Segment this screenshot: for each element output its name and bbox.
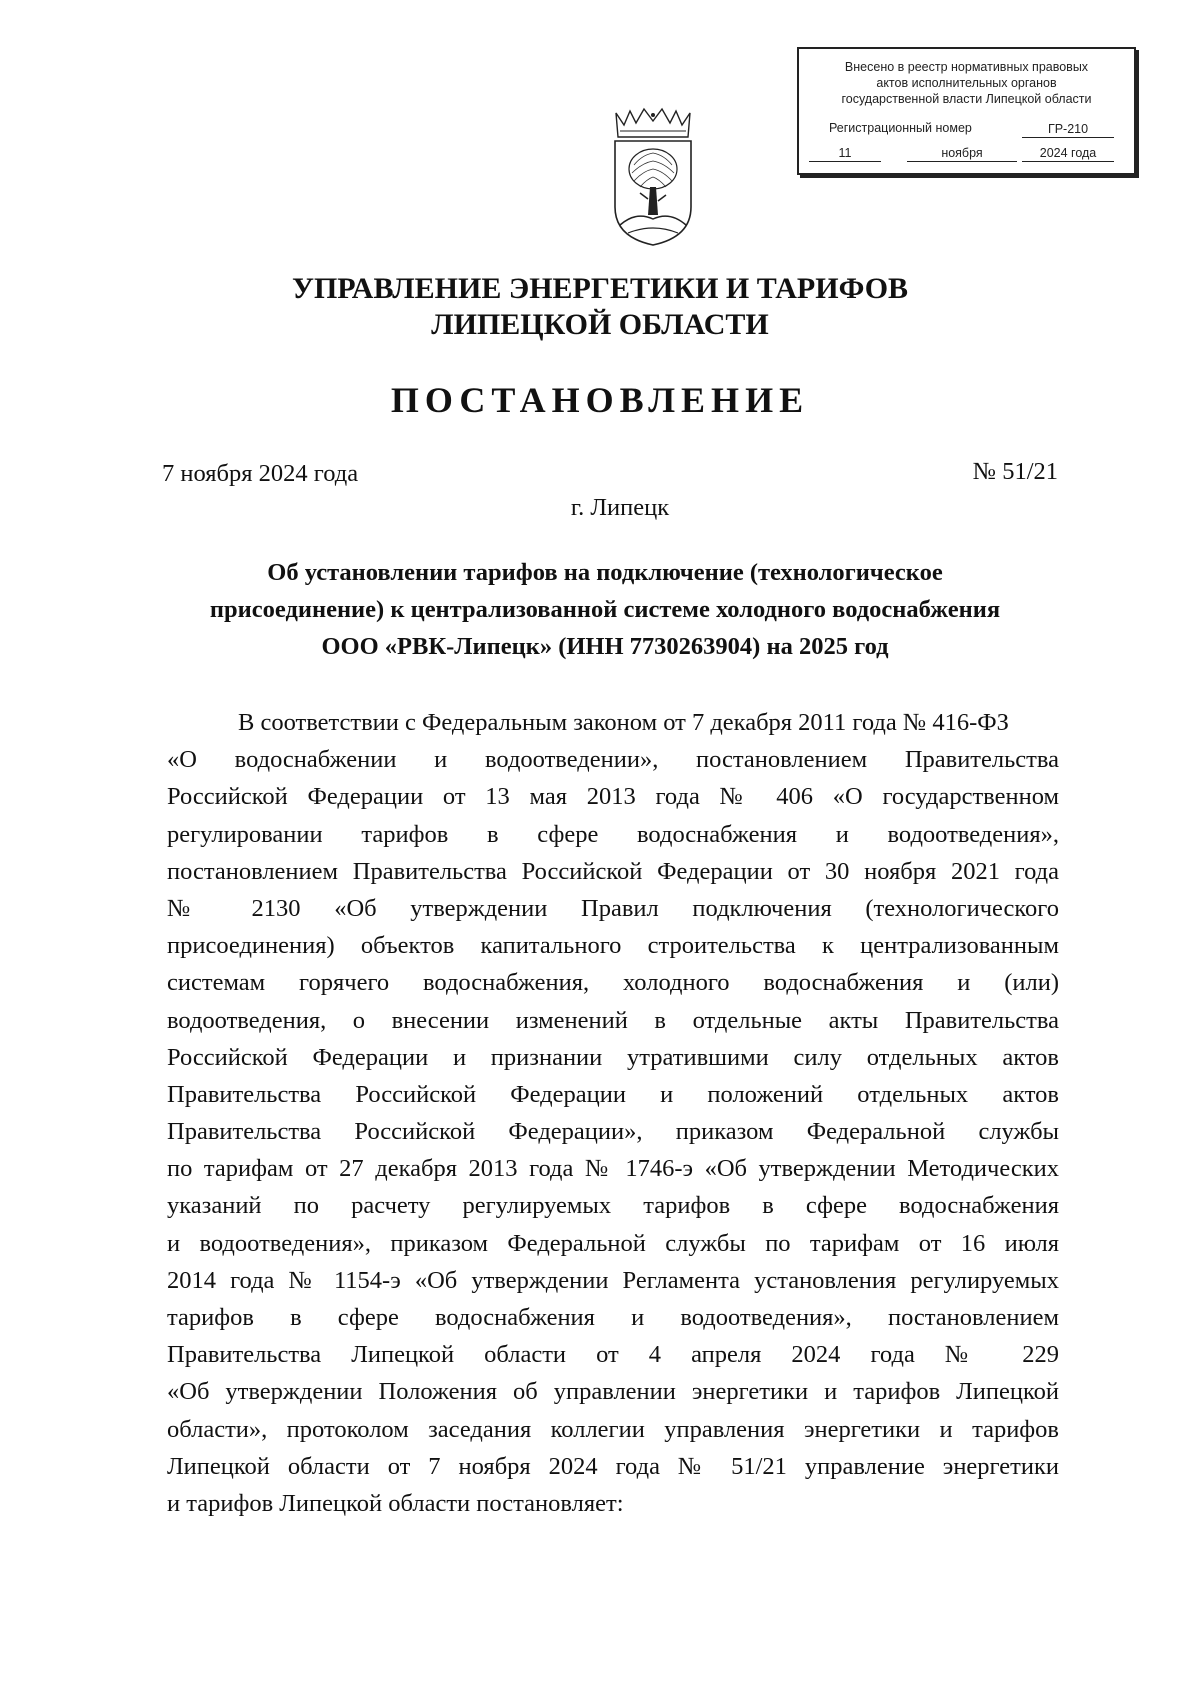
body-line: «О водоснабжении и водоотведении», постановлением Правительства	[167, 746, 1059, 774]
document-city: г. Липецк	[570, 494, 670, 521]
body-line: и тарифов Липецкой области постановляет:	[167, 1489, 624, 1517]
body-line: области», протоколом заседания коллегии управления энергетики и тарифов	[167, 1415, 1059, 1443]
stamp-line: Внесено в реестр нормативных правовых	[844, 60, 1089, 74]
stamp-reg-number: ГР-210	[1022, 121, 1114, 138]
registry-stamp	[797, 47, 1136, 175]
body-line: указаний по расчету регулируемых тарифов в сфере водоснабжения	[167, 1192, 1059, 1220]
body-line: Российской Федерации и признании утратившими силу отдельных актов	[167, 1043, 1059, 1071]
body-line: Правительства Российской Федерации и положений отдельных актов	[167, 1080, 1059, 1108]
stamp-date	[809, 145, 1114, 163]
stamp-day: 11	[809, 145, 881, 162]
stamp-registration	[829, 121, 1114, 139]
body-line: Российской Федерации от 13 мая 2013 года № 406 «О государственном	[167, 783, 1059, 811]
body-line: водоотведения, о внесении изменений в отдельные акты Правительства	[167, 1006, 1059, 1034]
stamp-line: актов исполнительных органов	[876, 76, 1057, 90]
organization-title-line: УПРАВЛЕНИЕ ЭНЕРГЕТИКИ И ТАРИФОВ	[291, 272, 909, 305]
coat-of-arms-icon	[612, 107, 694, 247]
body-line: Липецкой области от 7 ноября 2024 года № 51/21 управление энергетики	[167, 1452, 1059, 1480]
organization-title-line: ЛИПЕЦКОЙ ОБЛАСТИ	[431, 308, 769, 341]
body-line: В соответствии с Федеральным законом от 7 декабря 2011 года № 416-ФЗ	[238, 709, 1009, 736]
stamp-reg-label: Регистрационный номер	[829, 121, 972, 135]
body-line: регулировании тарифов в сфере водоснабжения и водоотведения»,	[167, 820, 1059, 848]
body-line: «Об утверждении Положения об управлении энергетики и тарифов Липецкой	[167, 1378, 1059, 1406]
document-type: ПОСТАНОВЛЕНИЕ	[390, 380, 810, 420]
body-line: Правительства Российской Федерации», приказом Федеральной службы	[167, 1118, 1059, 1146]
body-line: по тарифам от 27 декабря 2013 года № 1746-э «Об утверждении Методических	[167, 1155, 1059, 1183]
body-line: постановлением Правительства Российской Федерации от 30 ноября 2021 года	[167, 857, 1059, 885]
body-line: присоединения) объектов капитального строительства к централизованным	[167, 932, 1059, 960]
document-date: 7 ноября 2024 года	[162, 460, 359, 487]
body-line: 2014 года № 1154-э «Об утверждении Регламента установления регулируемых	[167, 1266, 1059, 1294]
body-line: № 2130 «Об утверждении Правил подключения (технологического	[167, 894, 1059, 922]
body-line: Правительства Липецкой области от 4 апреля 2024 года № 229	[167, 1341, 1059, 1369]
subject-line: ООО «РВК-Липецк» (ИНН 7730263904) на 2025 год	[321, 633, 889, 660]
organization-title	[0, 271, 1200, 343]
stamp-line: государственной власти Липецкой области	[841, 92, 1092, 106]
stamp-year: 2024 года	[1022, 145, 1114, 162]
subject-line: Об установлении тарифов на подключение (технологическое	[267, 559, 943, 586]
body-line: и водоотведения», приказом Федеральной службы по тарифам от 16 июля	[167, 1229, 1059, 1257]
document-body	[167, 704, 1059, 1522]
body-line: системам горячего водоснабжения, холодного водоснабжения и (или)	[167, 969, 1059, 997]
subject-line: присоединение) к централизованной системе холодного водоснабжения	[209, 596, 1001, 623]
stamp-month: ноября	[907, 145, 1017, 162]
document-number: № 51/21	[972, 458, 1058, 485]
body-line: тарифов в сфере водоснабжения и водоотведения», постановлением	[167, 1304, 1059, 1331]
document-subject	[150, 554, 1060, 665]
